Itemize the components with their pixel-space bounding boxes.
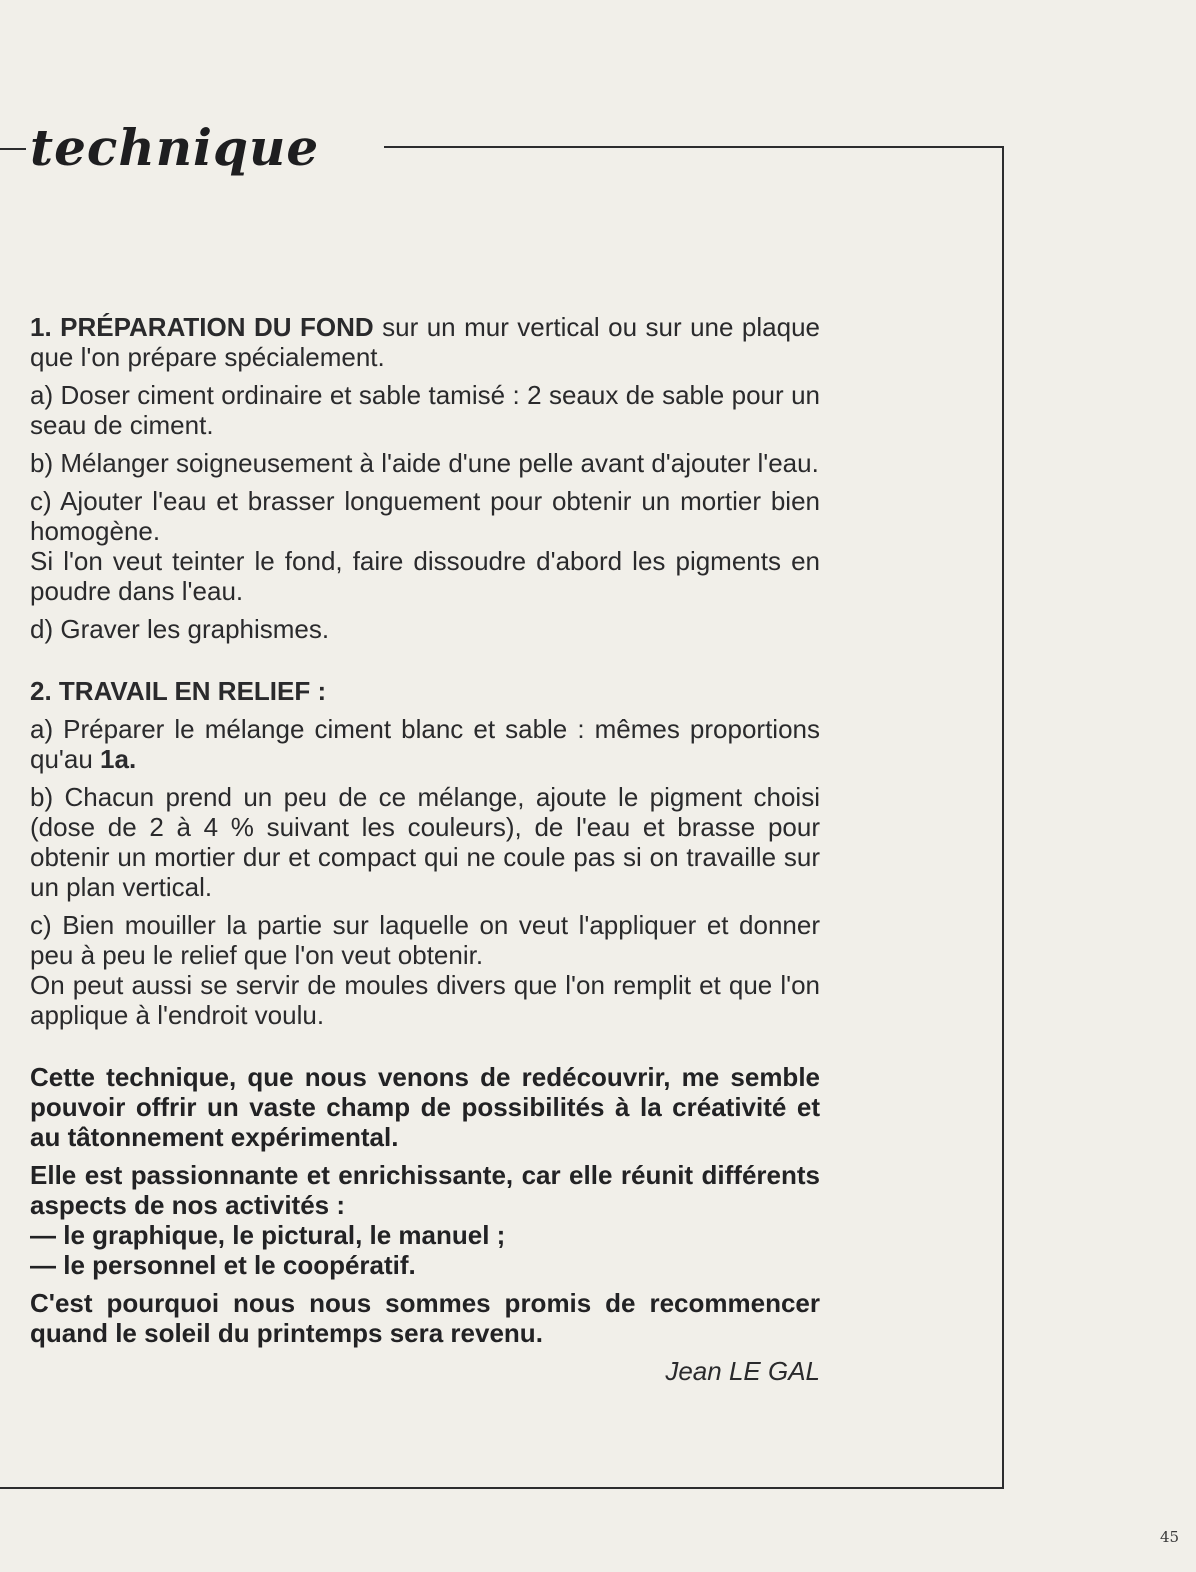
section1-heading-rest: sur un mur vertical ou sur une plaque que l'on prépare spécialement. bbox=[30, 312, 820, 372]
section2-step-c: c) Bien mouiller la partie sur laquelle on veut l'appliquer et donner peu à peu le relief que l'on veut obtenir. bbox=[30, 910, 820, 970]
section1-step-a: a) Doser ciment ordinaire et sable tamisé : 2 seaux de sable pour un seau de ciment. bbox=[30, 380, 820, 440]
closing-paragraph-1: Cette technique, que nous venons de redécouvrir, me semble pouvoir offrir un vaste champ de possibilités à la créativité et au tâtonnement expérimental. bbox=[30, 1062, 820, 1152]
author-signature: Jean LE GAL bbox=[665, 1356, 820, 1386]
closing-section bbox=[30, 1062, 820, 1348]
section1-step-b: b) Mélanger soigneusement à l'aide d'une pelle avant d'ajouter l'eau. bbox=[30, 448, 819, 478]
title-rule bbox=[0, 148, 26, 150]
section1-intro bbox=[30, 312, 820, 372]
section2-step-b: b) Chacun prend un peu de ce mélange, ajoute le pigment choisi (dose de 2 à 4 % suivant les couleurs), de l'eau et brasse pour obtenir un mortier dur et compact qui ne coule pas si on travaille sur un plan vertical. bbox=[30, 782, 820, 902]
closing-paragraph-2: Elle est passionnante et enrichissante, car elle réunit différents aspects de nos activités : bbox=[30, 1160, 820, 1220]
section2-step-a bbox=[30, 714, 820, 774]
section1-step-c: c) Ajouter l'eau et brasser longuement pour obtenir un mortier bien homogène. bbox=[30, 486, 820, 546]
page-number: 45 bbox=[1160, 1528, 1180, 1546]
section1-tint-note: Si l'on veut teinter le fond, faire dissoudre d'abord les pigments en poudre dans l'eau. bbox=[30, 546, 820, 606]
section2-heading: 2. TRAVAIL EN RELIEF : bbox=[30, 676, 327, 706]
frame-border-bottom bbox=[0, 1487, 1004, 1489]
closing-list-item-2: — le personnel et le coopératif. bbox=[30, 1250, 416, 1280]
section1-heading: 1. PRÉPARATION DU FOND bbox=[30, 312, 374, 342]
section2-molds-note: On peut aussi se servir de moules divers que l'on remplit et que l'on applique à l'endroit voulu. bbox=[30, 970, 820, 1030]
section2-step-a-ref: 1a. bbox=[100, 744, 137, 774]
closing-paragraph-3: C'est pourquoi nous nous sommes promis de recommencer quand le soleil du printemps sera revenu. bbox=[30, 1288, 820, 1348]
closing-list-item-1: — le graphique, le pictural, le manuel ; bbox=[30, 1220, 506, 1250]
section2-step-a-text: a) Préparer le mélange ciment blanc et sable : mêmes proportions qu'au bbox=[30, 714, 820, 774]
frame-border-top bbox=[384, 146, 1004, 148]
section1-step-d: d) Graver les graphismes. bbox=[30, 614, 330, 644]
page-title: technique bbox=[30, 118, 320, 177]
frame-border-right bbox=[1002, 146, 1004, 1489]
article-body bbox=[30, 312, 820, 1386]
